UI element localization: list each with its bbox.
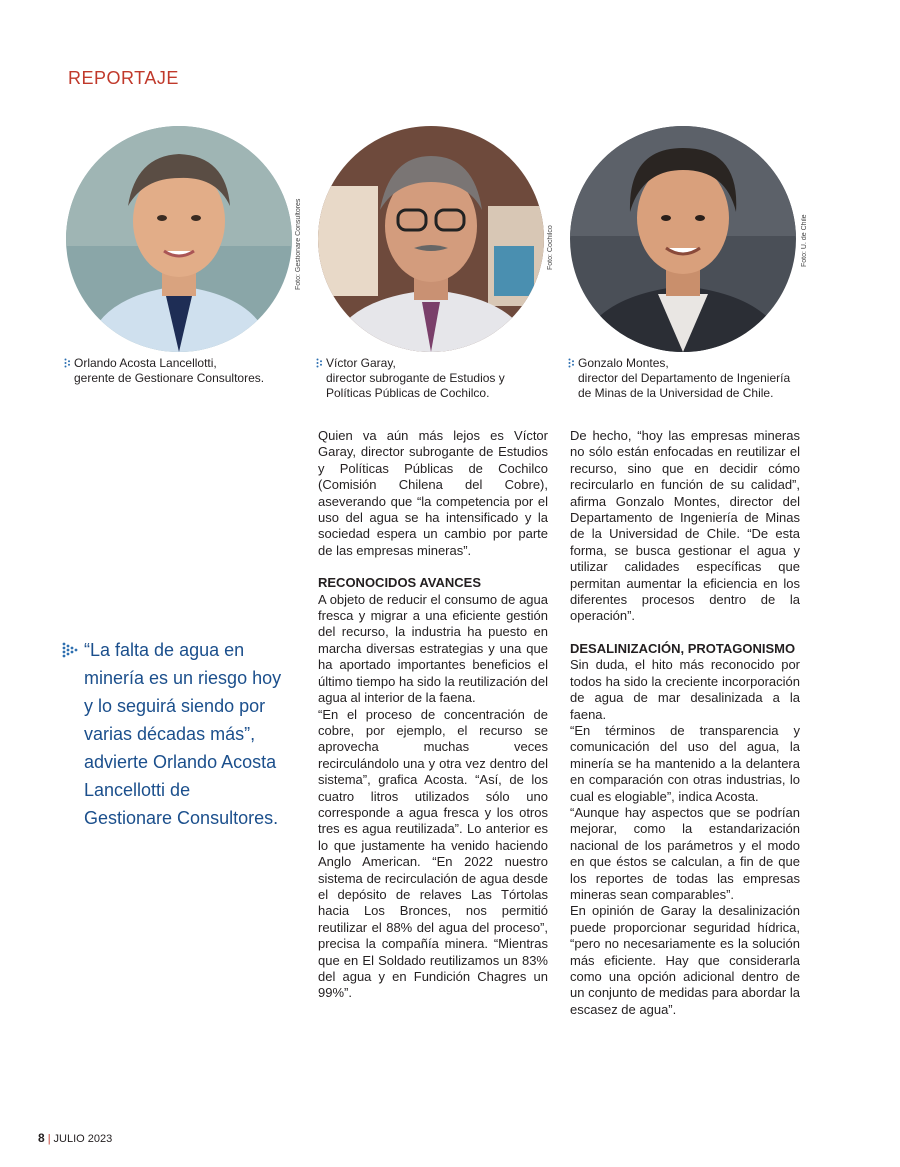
section-label: REPORTAJE — [68, 68, 179, 88]
dotted-arrow-icon — [62, 642, 78, 658]
caption-orlando-line-1: Orlando Acosta Lancellotti, — [74, 356, 217, 370]
caption-orlando — [64, 356, 294, 386]
col1-subheading: RECONOCIDOS AVANCES — [318, 575, 481, 591]
dotted-arrow-icon — [316, 358, 324, 368]
page-footer — [38, 1131, 112, 1145]
caption-gonzalo-line-2: director del Departamento de Ingeniería — [578, 371, 791, 385]
dotted-arrow-icon — [64, 358, 72, 368]
photo-credit-3: Foto: U. de Chile — [801, 214, 808, 267]
photo-victor-garay — [318, 126, 544, 352]
caption-gonzalo-line-1: Gonzalo Montes, — [578, 356, 669, 370]
col2-paragraph-2: Sin duda, el hito más reconocido por todos ha sido la creciente incorporación de agua de mar desalinizada a la faena. — [570, 657, 800, 722]
photo-gonzalo-montes — [570, 126, 796, 352]
caption-victor-line-3: Políticas Públicas de Cochilco. — [326, 386, 490, 400]
photo-credit-1: Foto: Gestionare Consultores — [295, 198, 302, 290]
caption-victor — [316, 356, 556, 401]
caption-victor-line-1: Víctor Garay, — [326, 356, 396, 370]
portrait-orlando-icon — [66, 126, 292, 352]
photo-credit-2: Foto: Cochilco — [547, 225, 554, 270]
col2-paragraph-4: “Aunque hay aspectos que se podrían mejorar, como la estandarización nacional de los parámetros y el modo en que éstos se calculan, a fin de que los reportes de todas las empresas mineras sean comparables”. — [570, 804, 800, 902]
article-column-1 — [318, 428, 548, 1002]
page-number: 8 — [38, 1131, 45, 1145]
footer-separator: | — [47, 1133, 51, 1145]
col2-subheading: DESALINIZACIÓN, PROTAGONISMO — [570, 640, 796, 656]
caption-gonzalo-line-3: de Minas de la Universidad de Chile. — [578, 386, 774, 400]
col1-paragraph-1: Quien va aún más lejos es Víctor Garay, director subrogante de Estudios y Políticas Públicas de Cochilco (Comisión Chilena del Cobre), aseverando que “la competencia por el uso del agua se ha intensificado y la sociedad espera un cambio por parte de las empresas mineras”. — [318, 428, 548, 558]
pull-quote — [62, 636, 282, 832]
col2-paragraph-3: “En términos de transparencia y comunicación del uso del agua, la minería se ha mantenido a la delantera en comparación con otras industrias, lo cual es elogiable”, indica Acosta. — [570, 722, 800, 804]
caption-victor-line-2: director subrogante de Estudios y — [326, 371, 505, 385]
photo-orlando-acosta — [66, 126, 292, 352]
caption-orlando-line-2: gerente de Gestionare Consultores. — [74, 371, 265, 385]
portrait-gonzalo-icon — [570, 126, 796, 352]
pull-quote-text: “La falta de agua en minería es un riesgo hoy y lo seguirá siendo por varias décadas más”, advierte Orlando Acosta Lancellotti de Gestionare Consultores. — [84, 640, 282, 828]
col1-paragraph-3: “En el proceso de concentración de cobre, por ejemplo, el recurso se aprovecha muchas veces recirculándolo una y otra vez dentro del sistema”, grafica Acosta. “Así, de los cuatro litros utilizados sólo uno corresponde a agua fresca y los otros tres es agua reutilizada”. Lo anterior es lo que justamente ha venido haciendo Anglo American. “En 2022 nuestro sistema de recirculación de agua desde el depósito de relaves Las Tórtolas hacia Los Bronces, nos permitió reutilizar el 88% del agua del proceso”, precisa la compañía minera. “Mientras que en El Soldado reutilizamos un 83% del agua y en Fundición Chagres un 99%”. — [318, 706, 548, 1001]
col2-paragraph-5: En opinión de Garay la desalinización puede proporcionar seguridad hídrica, “pero no necesariamente es la solución más eficiente. Hay que considerarla como una opción adicional dentro de un conjunto de medidas para abordar la escasez de agua”. — [570, 903, 800, 1017]
col2-paragraph-1: De hecho, “hoy las empresas mineras no sólo están enfocadas en reutilizar el recurso, sino que en decidir cómo recircularlo en función de su calidad”, afirma Gonzalo Montes, director del Departamento de Ingeniería de Minas de la Universidad de Chile. “De esta forma, se busca gestionar el agua y utilizar calidades específicas que permitan aumentar la eficiencia en los diferentes procesos dentro de la operación”. — [570, 428, 800, 624]
dotted-arrow-icon — [568, 358, 576, 368]
col1-paragraph-2: A objeto de reducir el consumo de agua fresca y migrar a una eficiente gestión del recurso, la industria ha puesto en marcha diversas estrategias y una que ha aportado importantes beneficios el último tiempo ha sido la reutilización del agua al interior de la faena. — [318, 591, 548, 706]
issue-date: JULIO 2023 — [53, 1133, 113, 1145]
article-column-2 — [570, 428, 800, 1018]
caption-gonzalo — [568, 356, 828, 401]
portrait-victor-icon — [318, 126, 544, 352]
